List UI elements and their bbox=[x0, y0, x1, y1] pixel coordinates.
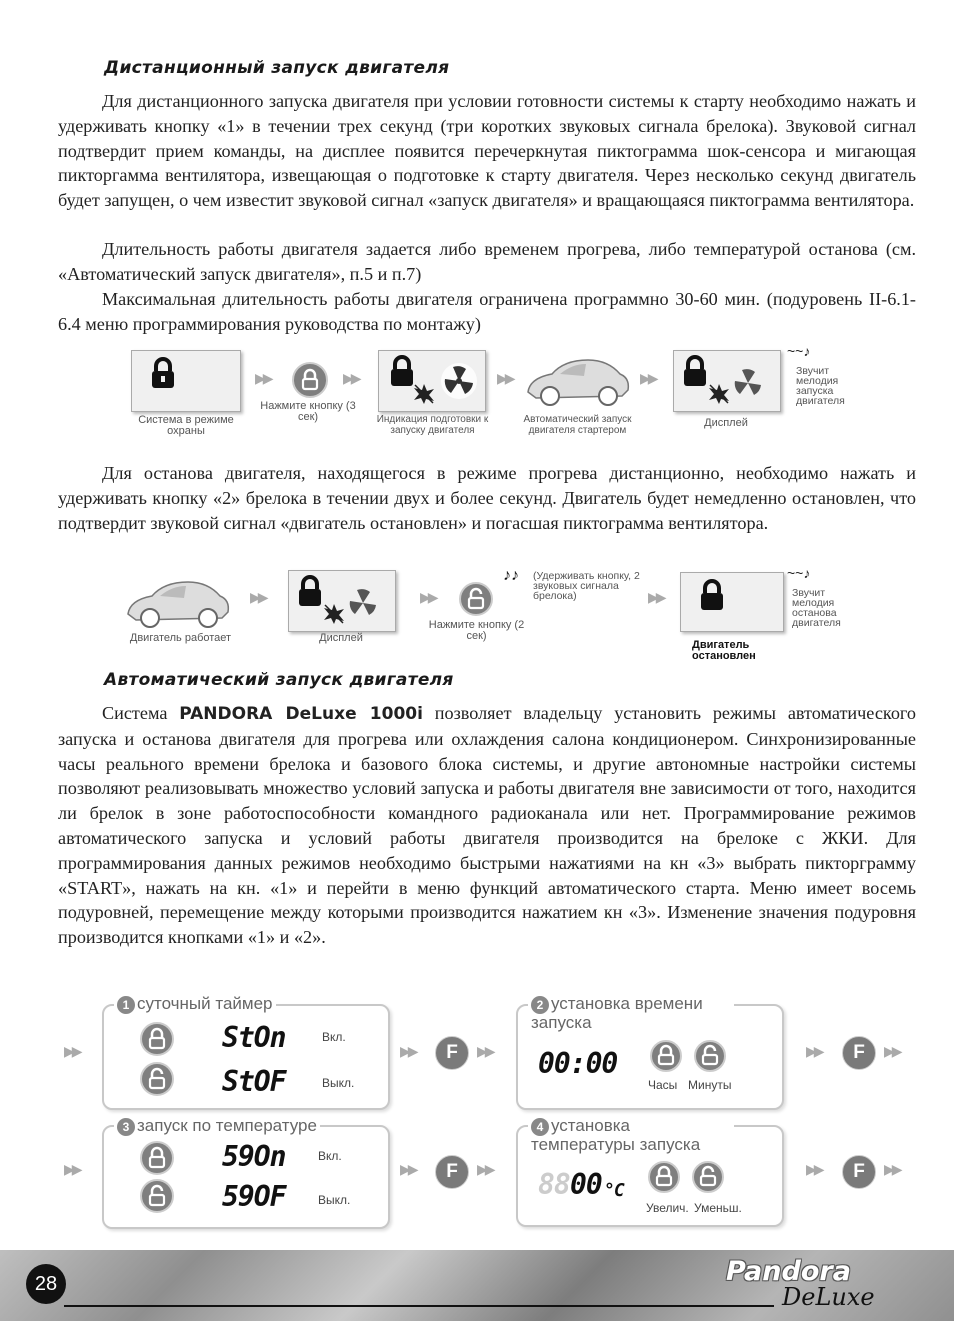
arrow-icon: ▶▶ bbox=[884, 1044, 900, 1060]
paragraph: Максимальная длительность работы двигателя ограничена программно 30-60 мин. (подуровень II-6.1-6.4 меню программирования руководства по монтажу) bbox=[58, 289, 916, 334]
lcd-engine-stopped bbox=[680, 572, 784, 632]
arrow-icon: ▶▶ bbox=[420, 590, 436, 606]
lcd-readout-time: 00:00 bbox=[538, 1047, 618, 1080]
key-button-lock-icon bbox=[292, 362, 328, 398]
unlock-button-icon bbox=[692, 1161, 724, 1193]
arrow-icon: ▶▶ bbox=[343, 371, 359, 387]
section-title-auto-start: Автоматический запуск двигателя bbox=[104, 670, 454, 690]
f-button: F bbox=[435, 1155, 469, 1189]
off-label: Выкл. bbox=[318, 1193, 351, 1207]
degree-unit: °C bbox=[604, 1180, 624, 1201]
arrow-icon: ▶▶ bbox=[477, 1044, 493, 1060]
fan-icon bbox=[345, 585, 381, 621]
unlock-button-icon bbox=[140, 1179, 174, 1213]
decrease-label: Уменьш. bbox=[694, 1201, 742, 1215]
arrow-icon: ▶▶ bbox=[400, 1044, 416, 1060]
lcd-engine-running bbox=[288, 570, 396, 632]
panel-daily-timer bbox=[102, 1004, 390, 1110]
panel-title: 1 суточный таймер bbox=[114, 995, 276, 1014]
arrow-icon: ▶▶ bbox=[477, 1162, 493, 1178]
off-label: Выкл. bbox=[322, 1076, 355, 1090]
melody-note: Звучит мелодия запуска двигателя bbox=[796, 365, 845, 407]
hours-label: Часы bbox=[648, 1078, 678, 1092]
step-label: Двигатель работает bbox=[129, 632, 232, 644]
increase-label: Увелич. bbox=[646, 1201, 689, 1215]
paragraph: Длительность работы двигателя задается либо временем прогрева, либо температурой останова (см. «Автоматический запуск двигателя», п.5 и п.7) bbox=[58, 239, 916, 284]
arrow-icon: ▶▶ bbox=[400, 1162, 416, 1178]
lcd-armed bbox=[131, 350, 241, 412]
step-label: Дисплей bbox=[704, 417, 748, 429]
key-button-unlock-icon bbox=[459, 582, 493, 616]
step-label: Автоматический запуск двигателя стартером bbox=[523, 414, 632, 436]
f-button: F bbox=[842, 1155, 876, 1189]
lock-icon bbox=[295, 575, 325, 607]
on-label: Вкл. bbox=[322, 1030, 346, 1044]
minutes-label: Минуты bbox=[688, 1078, 732, 1092]
unlock-button-icon bbox=[694, 1040, 726, 1072]
car-icon bbox=[522, 352, 632, 410]
fan-icon bbox=[730, 365, 766, 401]
lock-icon bbox=[148, 357, 178, 389]
arrow-icon: ▶▶ bbox=[250, 590, 266, 606]
lock-icon bbox=[697, 579, 727, 611]
lcd-preparing bbox=[378, 350, 486, 412]
lock-button-icon bbox=[140, 1022, 174, 1056]
section-title-remote-start: Дистанционный запуск двигателя bbox=[104, 58, 450, 78]
arrow-icon: ▶▶ bbox=[806, 1162, 822, 1178]
hold-note: (Удерживать кнопку, 2 звуковых сигнала брелока) bbox=[533, 570, 640, 602]
lock-icon bbox=[680, 355, 710, 387]
lcd-readout-on: 59On bbox=[222, 1140, 286, 1173]
panel-title: 2 установка времени запуска bbox=[528, 995, 734, 1032]
step-label: Система в режиме охраны bbox=[138, 414, 234, 437]
page-number: 28 bbox=[26, 1264, 66, 1304]
lock-button-icon bbox=[648, 1161, 680, 1193]
unlock-button-icon bbox=[140, 1062, 174, 1096]
lcd-segment-ghost: 88 bbox=[538, 1168, 570, 1201]
arrow-icon: ▶▶ bbox=[64, 1162, 80, 1178]
lcd-engine-running bbox=[673, 350, 781, 412]
music-note-icon: ~~♪ bbox=[787, 343, 811, 359]
step-label: Нажмите кнопку (3 сек) bbox=[260, 400, 356, 423]
paragraph: Система PANDORA DeLuxe 1000i позволяет владельцу установить режимы автоматического запуска и останова двигателя для прогрева или охлаждения салона кондиционером. Синхронизированные часы реального времени брелока и базового блока системы, и другие автономные настройки системы позволяют реализовывать множество условий запуска и работы двигателя вне зависимости от того, находится ли брелок в зоне работоспособности командного радиоканала или нет. Программирование режимов автоматического запуска и условий работы двигателя производится на брелоке с ЖКИ. Для программирования данных режимов необходимо быстрыми нажатиями на кн «3» выбрать пикторграмму «START», нажать на кн. «1» и перейти в меню функций автоматического старта. Меню имеет восемь подуровней, перемещение между которыми производится нажатием кн «3». Изменение значения подуровня производится кнопками «1» и «2». bbox=[58, 703, 917, 948]
lcd-readout-temperature: 00 bbox=[570, 1168, 602, 1201]
step-label: Дисплей bbox=[319, 632, 363, 644]
f-button: F bbox=[842, 1036, 876, 1070]
music-note-icon: ♪♪ bbox=[503, 567, 519, 584]
car-icon bbox=[122, 574, 232, 632]
brand-logo: Pandora bbox=[726, 1256, 851, 1287]
fan-icon bbox=[439, 361, 479, 401]
arrow-icon: ▶▶ bbox=[884, 1162, 900, 1178]
arrow-icon: ▶▶ bbox=[648, 590, 664, 606]
arrow-icon: ▶▶ bbox=[255, 371, 271, 387]
lock-button-icon bbox=[140, 1141, 174, 1175]
arrow-icon: ▶▶ bbox=[497, 371, 513, 387]
panel-title: 3 запуск по температуре bbox=[114, 1117, 320, 1136]
step-label: Индикация подготовки к запуску двигателя bbox=[376, 414, 489, 436]
step-label: Нажмите кнопку (2 сек) bbox=[428, 619, 525, 642]
lcd-readout-off: StOF bbox=[222, 1065, 286, 1098]
music-note-icon: ~~♪ bbox=[787, 565, 811, 581]
footer-rule bbox=[64, 1305, 774, 1307]
paragraph: Для дистанционного запуска двигателя при условии готовности системы к старту необходимо нажать и удерживать кнопку «1» в течении трех секунд (три коротких звуковых сигнала брелока). Звуковой сигнал подтвердит прием команды, на дисплее появится перечеркнутая пиктограмма шок-сенсора и мигающая пикторгамма вентилятора, извещающая о подготовке к старту двигателя. Через несколько секунд двигатель будет запущен, о чем известит звуковой сигнал «запуск двигателя» и вращающаяся пиктограмма вентилятора. bbox=[58, 91, 916, 211]
paragraph: Для останова двигателя, находящегося в режиме прогрева дистанционно, необходимо нажать и удерживать кнопку «2» брелока в течении двух и более секунд. Двигатель будет немедленно остановлен, что подтвердит звуковой сигнал «двигатель остановлен» и погасшая пиктограмма вентилятора. bbox=[58, 463, 916, 533]
melody-note: Звучит мелодия останова двигателя bbox=[792, 587, 841, 629]
lcd-readout-off: 59OF bbox=[222, 1180, 286, 1213]
f-button: F bbox=[435, 1036, 469, 1070]
shock-sensor-icon bbox=[708, 383, 730, 405]
step-label: Двигатель остановлен bbox=[692, 639, 756, 662]
brand-name: PANDORA DeLuxe 1000i bbox=[179, 704, 423, 724]
shock-sensor-icon bbox=[323, 603, 345, 625]
brand-logo-script: DeLuxe bbox=[782, 1283, 875, 1311]
lock-button-icon bbox=[650, 1040, 682, 1072]
arrow-icon: ▶▶ bbox=[64, 1044, 80, 1060]
panel-title: 4 установка температуры запуска bbox=[528, 1117, 734, 1154]
panel-temperature-start bbox=[102, 1125, 390, 1229]
on-label: Вкл. bbox=[318, 1149, 342, 1163]
lcd-readout-on: StOn bbox=[222, 1021, 286, 1054]
arrow-icon: ▶▶ bbox=[806, 1044, 822, 1060]
arrow-icon: ▶▶ bbox=[640, 371, 656, 387]
shock-sensor-icon bbox=[413, 383, 435, 405]
